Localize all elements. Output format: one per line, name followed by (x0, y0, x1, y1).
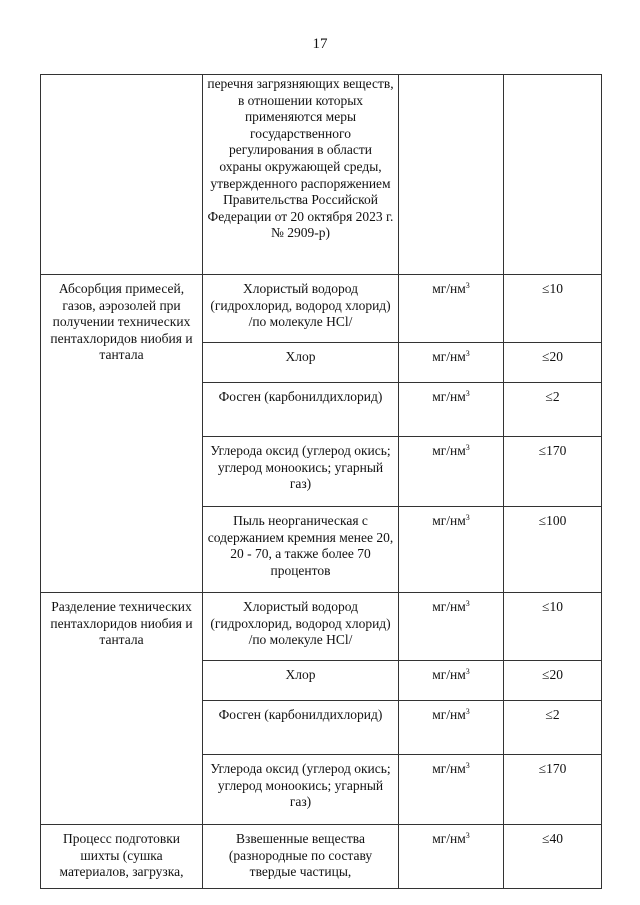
value-cell: ≤20 (504, 343, 602, 383)
substance-cell: Взвешенные вещества (разнородные по составу твердые частицы, (203, 825, 399, 889)
unit-base: мг/нм (432, 707, 466, 722)
unit-power: 3 (465, 831, 470, 840)
unit-cell (399, 701, 504, 755)
unit-cell (399, 275, 504, 343)
value-cell: ≤40 (504, 825, 602, 889)
unit-power: 3 (465, 349, 470, 358)
unit-base: мг/нм (432, 443, 466, 458)
unit-base: мг/нм (432, 349, 466, 364)
substance-cell: Фосген (карбонилдихлорид) (203, 383, 399, 437)
unit-power: 3 (465, 707, 470, 716)
unit-power: 3 (465, 761, 470, 770)
unit-power: 3 (465, 513, 470, 522)
unit-cell (399, 755, 504, 825)
table-row (41, 275, 602, 343)
substance-cell: Хлор (203, 661, 399, 701)
unit-base: мг/нм (432, 761, 466, 776)
process-cell: Разделение технических пентахлоридов ниобия и тантала (41, 593, 203, 825)
emission-standards-table (40, 74, 602, 889)
substance-cell: Пыль неорганическая с содержанием кремния менее 20, 20 - 70, а также более 70 процентов (203, 507, 399, 593)
unit-cell (399, 507, 504, 593)
unit-cell (399, 825, 504, 889)
substance-cell: перечня загрязняющих веществ, в отношении которых применяются меры государственного регулирования в области охраны окружающей среды, утвержденного распоряжением Правительства Российской Федерации от 20 октября 2023 г. № 2909-р) (203, 75, 399, 275)
substance-cell: Фосген (карбонилдихлорид) (203, 701, 399, 755)
value-cell: ≤10 (504, 593, 602, 661)
unit-power: 3 (465, 667, 470, 676)
value-cell: ≤2 (504, 701, 602, 755)
unit-base: мг/нм (432, 513, 466, 528)
unit-power: 3 (465, 599, 470, 608)
substance-cell: Углерода оксид (углерод окись; углерод моноокись; угарный газ) (203, 755, 399, 825)
process-cell: Процесс подготовки шихты (сушка материалов, загрузка, (41, 825, 203, 889)
unit-power: 3 (465, 389, 470, 398)
substance-cell: Хлористый водород (гидрохлорид, водород хлорид) /по молекуле HCl/ (203, 275, 399, 343)
substance-cell: Хлористый водород (гидрохлорид, водород хлорид) /по молекуле HCl/ (203, 593, 399, 661)
unit-power: 3 (465, 281, 470, 290)
table-row (41, 593, 602, 661)
value-cell: ≤2 (504, 383, 602, 437)
value-cell: ≤100 (504, 507, 602, 593)
page-number: 17 (312, 36, 328, 52)
substance-cell: Хлор (203, 343, 399, 383)
table-row-continuation (41, 75, 602, 275)
value-cell: ≤170 (504, 755, 602, 825)
process-cell (41, 75, 203, 275)
unit-cell (399, 593, 504, 661)
substance-cell: Углерода оксид (углерод окись; углерод моноокись; угарный газ) (203, 437, 399, 507)
unit-base: мг/нм (432, 831, 466, 846)
unit-cell (399, 75, 504, 275)
unit-base: мг/нм (432, 281, 466, 296)
unit-cell (399, 661, 504, 701)
unit-cell (399, 437, 504, 507)
unit-base: мг/нм (432, 389, 466, 404)
value-cell: ≤10 (504, 275, 602, 343)
unit-cell (399, 383, 504, 437)
value-cell (504, 75, 602, 275)
unit-power: 3 (465, 443, 470, 452)
unit-cell (399, 343, 504, 383)
table-row (41, 825, 602, 889)
value-cell: ≤170 (504, 437, 602, 507)
unit-base: мг/нм (432, 599, 466, 614)
unit-base: мг/нм (432, 667, 466, 682)
process-cell: Абсорбция примесей, газов, аэрозолей при получении технических пентахлоридов ниобия и тантала (41, 275, 203, 593)
value-cell: ≤20 (504, 661, 602, 701)
